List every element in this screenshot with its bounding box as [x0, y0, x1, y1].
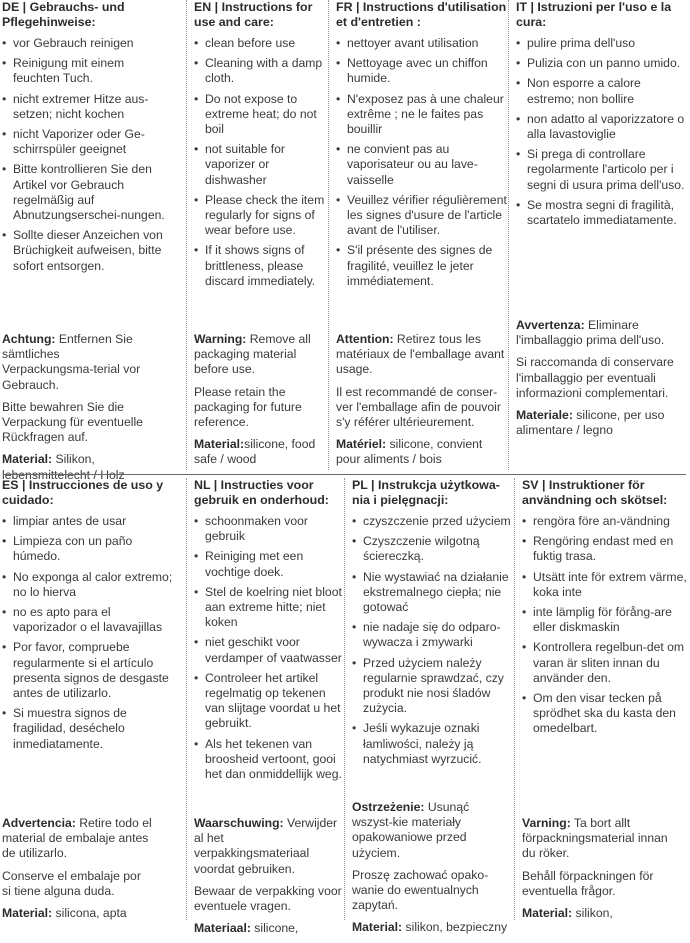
list-item: • ne convient pas au vaporisateur ou au lave-vaisselle	[336, 142, 510, 188]
warning-label: Attention:	[336, 332, 394, 346]
list-item: • Se mostra segni di fragilità, scartatelo immediatamente.	[516, 198, 688, 228]
material-label: Material:	[2, 906, 53, 921]
warning-text: Ta bort allt förpackningsmaterial innan du röker.	[522, 816, 668, 861]
keep-packaging-note: Bewaar de verpakking voor eventuele vragen.	[194, 883, 342, 914]
list-item: • Reinigung mit einem feuchten Tuch.	[2, 56, 174, 86]
section-divider	[4, 474, 686, 475]
warning-label: Advertencia:	[2, 816, 76, 830]
warning-note	[2, 816, 152, 862]
list-item: • limpiar antes de usar	[2, 514, 174, 529]
warning-label: Waarschuwing:	[194, 816, 284, 830]
list-item: • czyszczenie przed użyciem	[352, 514, 516, 529]
notes-block	[352, 800, 512, 943]
section-de	[2, 0, 174, 482]
material-text: silikon,	[572, 906, 613, 921]
warning-note	[2, 332, 152, 393]
list-item: • nicht extremer Hitze aus-setzen; nicht kochen	[2, 92, 174, 122]
material-label: Material:	[2, 452, 53, 467]
keep-packaging-note: Conserve el embalaje por si tiene alguna duda.	[2, 868, 141, 898]
material-note	[352, 920, 512, 935]
list-item: • Reiniging met een vochtige doek.	[194, 549, 346, 579]
warning-text: Eliminare l'imballaggio prima dell'uso.	[516, 318, 665, 348]
list-item: • pulire prima dell'uso	[516, 36, 688, 51]
list-item: • nicht Vaporizer oder Ge-schirrspüler geeignet	[2, 127, 174, 157]
list-item: • Por favor, compruebe regularmente si el artículo presenta signos de desgaste antes de utilizarlo.	[2, 640, 174, 701]
section-sv	[514, 478, 688, 920]
care-list	[352, 514, 516, 767]
care-list	[2, 514, 174, 752]
list-item: • Sollte dieser Anzeichen von Brüchigkeit aufweisen, bitte sofort entsorgen.	[2, 228, 174, 274]
notes-block	[194, 816, 342, 943]
care-list	[194, 514, 346, 782]
warning-note	[516, 318, 684, 348]
keep-packaging-note: Bitte bewahren Sie die Verpackung für eventuelle Rückfragen auf.	[2, 399, 143, 445]
care-list	[2, 36, 174, 274]
list-item: • not suitable for vaporizer or dishwasher	[194, 142, 332, 188]
care-list	[194, 36, 332, 289]
list-item: • Czyszczenie wilgotną ściereczką.	[352, 534, 516, 564]
warning-label: Ostrzeżenie:	[352, 800, 425, 814]
list-item: • Als het tekenen van broosheid vertoont, gooi het dan onmiddellijk weg.	[194, 737, 346, 783]
warning-note	[194, 816, 342, 877]
material-text: silikon, bezpieczny	[402, 920, 508, 935]
material-label: Material:	[194, 437, 245, 452]
material-label: Materiale:	[516, 408, 573, 423]
list-item: • Si muestra signos de fragilidad, deséchelo inmediatamente.	[2, 706, 174, 752]
care-list	[522, 514, 688, 737]
list-item: • Rengöring endast med en fuktig trasa.	[522, 534, 688, 564]
list-item: • If it shows signs of brittleness, please discard immediately.	[194, 243, 332, 289]
section-title: PL | Instrukcja użytkowa-nia i pielęgnacji:	[352, 478, 500, 507]
list-item: • Om den visar tecken på sprödhet ska du kasta den omedelbart.	[522, 691, 688, 737]
list-item: • Please check the item regularly for signs of wear before use.	[194, 193, 332, 239]
material-text: silicone, food safe / wood	[194, 437, 316, 467]
material-note	[336, 437, 506, 467]
list-item: • nie nadaje się do odparo-wywacza i zmywarki	[352, 620, 516, 650]
section-nl	[186, 478, 346, 936]
section-title: SV | Instruktioner för användning och skötsel:	[522, 478, 668, 507]
keep-packaging-note: Proszę zachować opako-wanie do ewentualnych zapytań.	[352, 867, 489, 913]
notes-block	[522, 816, 684, 928]
section-en	[186, 0, 332, 470]
material-text: silicone, per uso alimentare / legno	[516, 408, 665, 438]
warning-note	[336, 332, 506, 378]
notes-block	[2, 332, 152, 490]
list-item: • clean before use	[194, 36, 332, 51]
warning-note	[352, 800, 512, 861]
list-item: • Nettoyage avec un chiffon humide.	[336, 56, 510, 86]
list-item: • No exponga al calor extremo; no lo hierva	[2, 570, 174, 600]
material-label: Materiaal:	[194, 921, 251, 936]
list-item: • Veuillez vérifier régulièrement les signes d'usure de l'article avant de l'utiliser.	[336, 193, 510, 239]
instructions-row-bottom	[0, 478, 690, 936]
warning-text: Retirez tous les matériaux de l'emballage avant usage.	[336, 332, 505, 377]
section-title: FR | Instructions d'utilisation et d'entretien :	[336, 0, 507, 29]
section-es	[2, 478, 174, 920]
list-item: • S'il présente des signes de fragilité, veuillez le jeter immédiatement.	[336, 243, 510, 289]
material-note	[194, 921, 342, 936]
material-label: Material:	[352, 920, 403, 935]
notes-block	[2, 816, 152, 928]
list-item: • Jeśli wykazuje oznaki łamliwości, należy ją natychmiast wyrzucić.	[352, 721, 516, 767]
material-note	[194, 437, 328, 467]
warning-text: Entfernen Sie sämtliches Verpackungsma-terial vor Gebrauch.	[2, 332, 141, 392]
section-title: IT | Istruzioni per l'uso e la cura:	[516, 0, 672, 29]
material-text: silicone, convient pour aliments / bois	[336, 437, 483, 467]
material-label: Matériel:	[336, 437, 387, 452]
warning-label: Warning:	[194, 332, 247, 346]
section-title: NL | Instructies voor gebruik en onderhoud:	[194, 478, 329, 507]
keep-packaging-note: Il est recommandé de conser-ver l'emballage afin de pouvoir s'y référer ultérieurement.	[336, 384, 501, 430]
material-note	[522, 906, 684, 921]
list-item: • non adatto al vaporizzatore o alla lavastoviglie	[516, 112, 688, 142]
list-item: • Limpieza con un paño húmedo.	[2, 534, 174, 564]
list-item: • nettoyer avant utilisation	[336, 36, 510, 51]
list-item: • Stel de koelring niet bloot aan extreme hitte; niet koken	[194, 585, 346, 631]
notes-block	[336, 332, 506, 475]
list-item: • no es apto para el vaporizador o el lavavajillas	[2, 605, 174, 635]
section-pl	[344, 478, 516, 935]
list-item: • Nie wystawiać na działanie ekstremalnego ciepła; nie gotować	[352, 570, 516, 616]
list-item: • vor Gebrauch reinigen	[2, 36, 174, 51]
warning-text: Remove all packaging material before use.	[194, 332, 311, 377]
material-note	[2, 906, 152, 921]
care-list	[336, 36, 510, 289]
warning-text: Retire todo el material de embalaje antes de utilizarlo.	[2, 816, 152, 861]
material-text: silicone,	[250, 921, 299, 936]
warning-note	[194, 332, 328, 378]
warning-label: Varning:	[522, 816, 571, 830]
warning-text: Usunąć wszyst-kie materiały opakowaniowe przed użyciem.	[352, 800, 470, 860]
list-item: • Przed użyciem należy regularnie sprawdzać, czy produkt nie nosi śladów zużycia.	[352, 656, 516, 717]
warning-text: Verwijder al het verpakkingsmateriaal voordat gebruiken.	[194, 816, 338, 876]
care-list	[516, 36, 688, 228]
keep-packaging-note: Si raccomanda di conservare l'imballaggio per eventuali informazioni complementari.	[516, 355, 674, 400]
section-title: DE | Gebrauchs- und Pflegehinweise:	[2, 0, 125, 29]
section-title: ES | Instrucciones de uso y cuidado:	[2, 478, 164, 507]
material-note	[516, 408, 684, 438]
section-title: EN | Instructions for use and care:	[194, 0, 313, 29]
keep-packaging-note: Please retain the packaging for future reference.	[194, 384, 302, 430]
list-item: • Kontrollera regelbun-det om varan är sliten innan du använder den.	[522, 640, 688, 686]
material-text: Silikon, lebensmittelecht / Holz	[2, 452, 125, 482]
section-it	[508, 0, 688, 470]
list-item: • Pulizia con un panno umido.	[516, 56, 688, 71]
list-item: • schoonmaken voor gebruik	[194, 514, 346, 544]
notes-block	[194, 332, 328, 475]
notes-block	[516, 318, 684, 445]
list-item: • N'exposez pas à une chaleur extrême ; ne le faites pas bouillir	[336, 92, 510, 138]
list-item: • Do not expose to extreme heat; do not boil	[194, 92, 332, 138]
section-fr	[328, 0, 510, 470]
list-item: • Utsätt inte för extrem värme, koka inte	[522, 570, 688, 600]
keep-packaging-note: Behåll förpackningen för eventuella frågor.	[522, 868, 654, 898]
list-item: • Cleaning with a damp cloth.	[194, 56, 332, 86]
list-item: • Non esporre a calore estremo; non bollire	[516, 76, 688, 106]
list-item: • rengöra före an-vändning	[522, 514, 688, 529]
material-text: silicona, apta	[52, 906, 127, 921]
list-item: • inte lämplig för förång-are eller diskmaskin	[522, 605, 688, 635]
list-item: • Si prega di controllare regolarmente l'articolo per i segni di usura prima dell'uso.	[516, 147, 688, 193]
list-item: • niet geschikt voor verdamper of vaatwasser	[194, 635, 346, 665]
warning-note	[522, 816, 684, 862]
list-item: • Controleer het artikel regelmatig op tekenen van slijtage voordat u het gebruikt.	[194, 671, 346, 732]
warning-label: Achtung:	[2, 332, 56, 346]
list-item: • Bitte kontrollieren Sie den Artikel vor Gebrauch regelmäßig auf Abnutzungserschei-nungen.	[2, 162, 174, 223]
warning-label: Avvertenza:	[516, 318, 585, 332]
material-label: Material:	[522, 906, 573, 921]
